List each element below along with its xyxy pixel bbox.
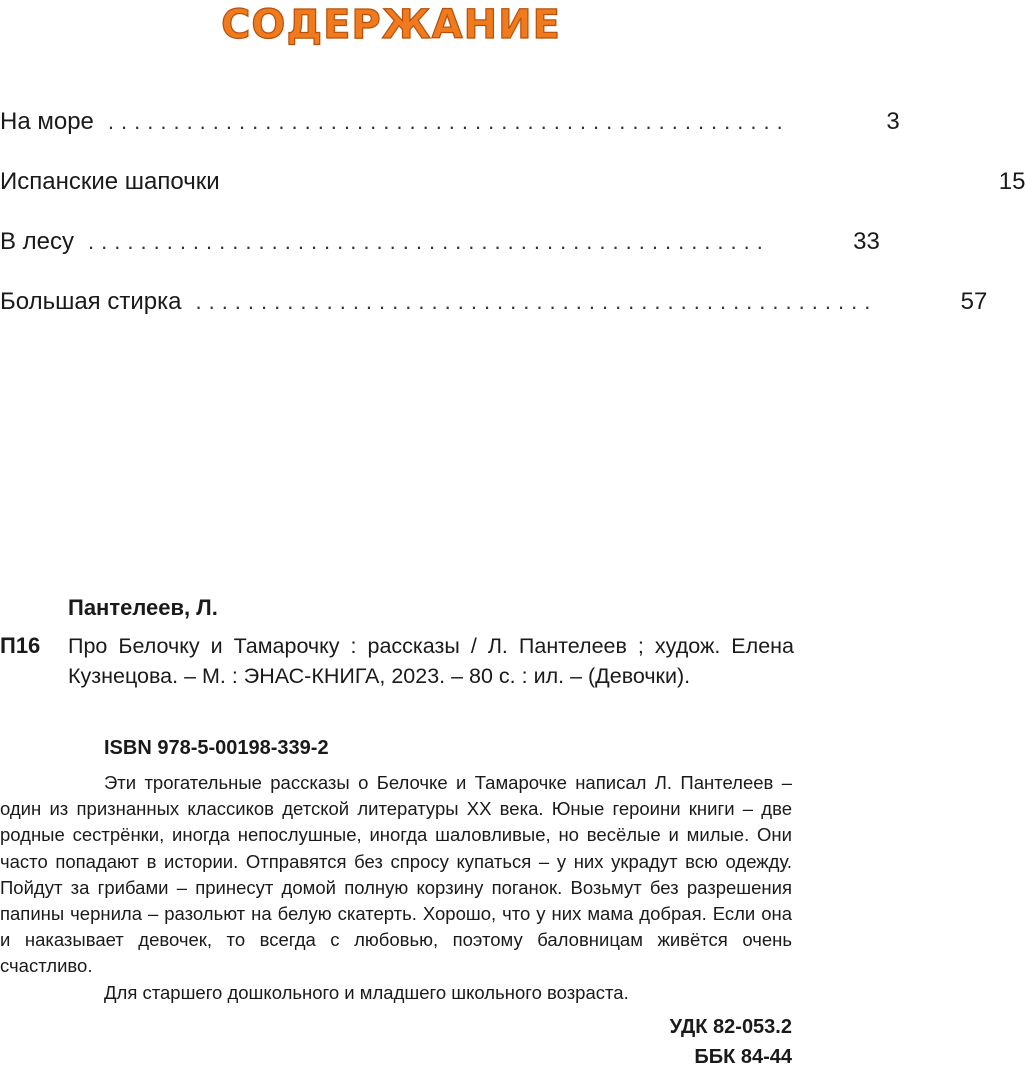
toc-entry-title: Испанские шапочки — [0, 168, 220, 195]
toc-entry-title: В лесу — [0, 228, 75, 255]
isbn: ISBN 978-5-00198-339-2 — [104, 737, 329, 759]
annotation — [0, 770, 792, 1006]
table-of-contents — [0, 108, 1025, 348]
toc-leader-dots: .................................................... — [107, 109, 790, 134]
toc-entry-page: 57 — [960, 288, 988, 315]
bibliographic-description: Про Белочку и Тамарочку : рассказы / Л. Пантелеев ; худож. Елена Кузнецова. – М. : ЭНАС-КНИГА, 2023. – 80 с. : ил. – (Девочки). — [68, 634, 794, 688]
contents-title — [0, 0, 800, 52]
contents-title-text: СОДЕРЖАНИЕ — [221, 2, 561, 48]
toc-leader-dots: .................................................... — [88, 229, 770, 254]
toc-entry-page: 3 — [886, 108, 900, 135]
bbk-code: ББК 84-44 — [694, 1046, 792, 1068]
toc-entry-page: 33 — [853, 228, 880, 255]
catalog-author: Пантелеев, Л. — [68, 595, 218, 620]
udk-code: УДК 82-053.2 — [669, 1016, 792, 1038]
toc-entry-page: 15 — [998, 168, 1025, 195]
toc-leader-dots: .................................................... — [195, 289, 878, 314]
audience-note: Для старшего дошкольного и младшего школьного возраста. — [104, 981, 629, 1003]
toc-entry-title: На море — [0, 108, 94, 135]
toc-entry-title: Большая стирка — [0, 288, 182, 315]
classification-codes — [670, 1012, 792, 1072]
toc-entry[interactable] — [0, 288, 988, 348]
toc-entry[interactable] — [0, 108, 900, 168]
toc-entry[interactable] — [0, 168, 1025, 228]
toc-entry[interactable] — [0, 228, 880, 288]
catalog-code: П16 — [0, 633, 41, 658]
annotation-text: Эти трогательные рассказы о Белочке и Тамарочке написал Л. Пантелеев – один из признанных классиков детской литературы XX века. Юные героини книги – две родные сестрёнки, иногда непослушные, иногда шаловливые, но весёлые и милые. Они часто попадают в истории. Отправятся без спросу купаться – у них украдут всю одежду. Пойдут за грибами – принесут домой полную корзину поганок. Возьмут без разрешения папины чернила – разольют на белую скатерть. Хорошо, что у них мама добрая. Если она и наказывает девочек, то всегда с любовью, поэтому баловницам живётся очень счастливо. — [0, 772, 792, 977]
